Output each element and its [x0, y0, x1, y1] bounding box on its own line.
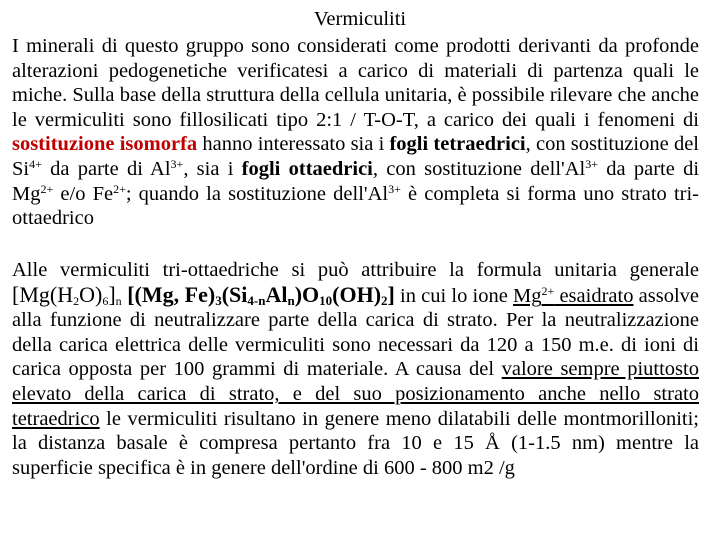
bold-octahedral-sheets: fogli ottaedrici: [241, 157, 373, 180]
subscript: 3: [215, 292, 222, 308]
underlined-text: Mg: [513, 284, 542, 307]
text-segment: , con sostituzione del Si: [12, 133, 699, 180]
slide-title: Vermiculiti: [313, 8, 407, 30]
text-segment: , sia i: [183, 157, 242, 180]
text-segment: hanno interessato sia i: [197, 133, 390, 156]
text-segment: e/o Fe: [53, 182, 114, 205]
subscript: 2: [381, 292, 388, 308]
paragraph-formula: [12, 258, 699, 480]
text-segment: è completa si forma uno strato tri-ottaedrico: [12, 182, 699, 230]
formula-interlayer: [12, 282, 122, 307]
bold-tetrahedral-sheets: fogli tetraedrici: [389, 133, 526, 156]
text-segment: assolve alla funzione di neutralizzare parte della carica di strato. Per la neutralizzazione della carica elettrica delle vermiculiti sono necessari da 120 a 150 m.e. di ioni di carica opposta per 100 grammi di materiale. A causa del: [12, 284, 699, 381]
formula-layer: [122, 282, 395, 307]
underlined-text: esaidrato: [554, 284, 634, 307]
formula-part: (OH): [332, 281, 382, 307]
text-segment: , con sostituzione dell'Al: [372, 157, 586, 180]
superscript-charge: 2+: [541, 283, 555, 298]
superscript-charge: 2+: [40, 181, 54, 196]
text-segment: in cui lo ione: [394, 284, 514, 307]
formula-part: O): [79, 281, 103, 307]
formula-part: [(Mg, Fe): [121, 281, 216, 307]
formula-part: ]: [108, 281, 116, 307]
text-segment: I minerali di questo gruppo sono considerati come prodotti derivanti da profonde alterazioni pedogenetiche verificatesi a carico di materiali di partenza quali le miche. Sulla base della struttura della cellula unitaria, è possibile rilevare che anche le vermiculiti sono fillosilicati tipo 2:1 / T-O-T, a carico dei quali i fenomeni di: [12, 35, 699, 131]
subscript: 4-n: [247, 292, 266, 308]
paragraph-intro: [12, 34, 699, 231]
text-segment: ; quando la sostituzione dell'Al: [125, 182, 389, 205]
formula-part: ]: [387, 281, 395, 307]
text-segment: da parte di Mg: [12, 157, 700, 205]
superscript-charge: 3+: [585, 156, 598, 171]
formula-part: )O: [294, 281, 320, 307]
highlight-isomorphous-substitution: sostituzione isomorfa: [12, 133, 198, 156]
formula-part: Al: [265, 281, 288, 307]
subscript: n: [115, 293, 122, 308]
subscript: 6: [102, 293, 109, 308]
superscript-charge: 3+: [170, 156, 184, 171]
formula-part: (Si: [221, 281, 248, 307]
underlined-charge-phrase: valore sempre piuttosto elevato della carica di strato, e del suo posizionamento anche nello strato tetraedrico: [12, 358, 699, 430]
subscript: 2: [73, 293, 80, 308]
subscript: 10: [319, 292, 333, 308]
superscript-charge: 3+: [388, 181, 401, 196]
subscript: n: [287, 292, 295, 308]
superscript-charge: 4+: [29, 156, 42, 171]
formula-part: [Mg(H: [12, 281, 74, 307]
text-segment: le vermiculiti risultano in genere meno dilatabili delle montmorilloniti; la distanza basale è compresa pertanto fra 10 e 15 Å (1-1.5 nm) mentre la superficie specifica è in genere dell'ordine di 600 - 800 m2 /g: [12, 407, 699, 479]
text-segment: Alle vermiculiti tri-ottaedriche si può attribuire la formula unitaria generale: [12, 259, 699, 281]
superscript-charge: 2+: [113, 181, 126, 196]
text-segment: da parte di Al: [41, 157, 171, 180]
underlined-mg-ion: [513, 285, 633, 307]
